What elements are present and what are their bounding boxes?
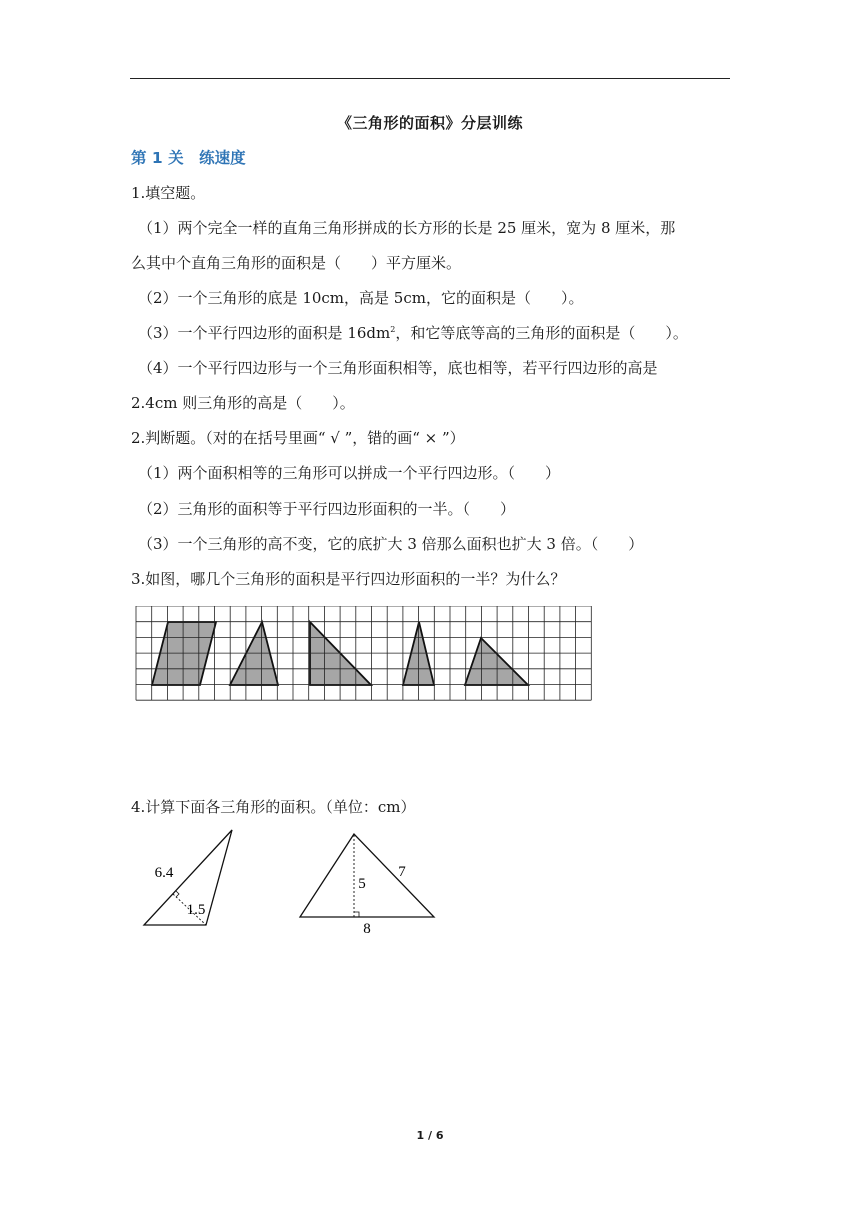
q3-heading: 3.如图，哪几个三角形的面积是平行四边形面积的一半？为什么？ bbox=[131, 570, 566, 588]
triangle-shape-d bbox=[465, 638, 528, 685]
q2-item1: （1）两个面积相等的三角形可以拼成一个平行四边形。（ ） bbox=[138, 464, 561, 482]
section-label: 第 1 关 练速度 bbox=[131, 149, 246, 167]
q1-item3 bbox=[138, 323, 688, 343]
page-number: 1 / 6 bbox=[416, 1129, 444, 1142]
q1-item4-line1: （4）一个平行四边形与一个三角形面积相等，底也相等，若平行四边形的高是 bbox=[138, 359, 658, 377]
triangle-shape-a bbox=[230, 622, 278, 685]
q1-item1-line1: （1）两个完全一样的直角三角形拼成的长方形的长是 25 厘米，宽为 8 厘米，那 bbox=[138, 219, 676, 237]
triangle-figure-2 bbox=[292, 826, 442, 938]
q1-item3-superscript: 2 bbox=[390, 325, 396, 334]
fig2-height-label: 5 bbox=[358, 876, 366, 892]
q2-heading: 2.判断题。（对的在括号里画“ √ ”，错的画“ × ”） bbox=[131, 429, 465, 447]
fig2-side-label: 7 bbox=[398, 864, 406, 880]
q2-item3: （3）一个三角形的高不变，它的底扩大 3 倍那么面积也扩大 3 倍。（ ） bbox=[138, 535, 644, 553]
triangle-figure-1 bbox=[136, 822, 246, 934]
q2-item2: （2）三角形的面积等于平行四边形面积的一半。（ ） bbox=[138, 500, 516, 518]
fig1-height-label: 1.5 bbox=[186, 902, 206, 918]
fig2-base-label: 8 bbox=[363, 921, 371, 937]
q1-item4-line2: 2.4cm 则三角形的高是（ ）。 bbox=[131, 394, 355, 412]
q4-heading: 4.计算下面各三角形的面积。（单位：cm） bbox=[131, 798, 416, 816]
q1-heading: 1.填空题。 bbox=[131, 184, 206, 202]
page-title: 《三角形的面积》分层训练 bbox=[336, 114, 523, 132]
q1-item1-line2: 么其中个直角三角形的面积是（ ）平方厘米。 bbox=[131, 254, 462, 272]
q1-item3-text: （3）一个平行四边形的面积是 16dm bbox=[138, 324, 391, 342]
q1-item3-text-end: ，和它等底等高的三角形的面积是（ ）。 bbox=[395, 324, 688, 342]
parallelogram-shape bbox=[152, 622, 216, 685]
grid-figure bbox=[130, 606, 596, 706]
fig1-side-label: 6.4 bbox=[154, 865, 174, 881]
header-rule bbox=[130, 78, 730, 79]
q1-item2: （2）一个三角形的底是 10cm，高是 5cm，它的面积是（ ）。 bbox=[138, 289, 584, 307]
